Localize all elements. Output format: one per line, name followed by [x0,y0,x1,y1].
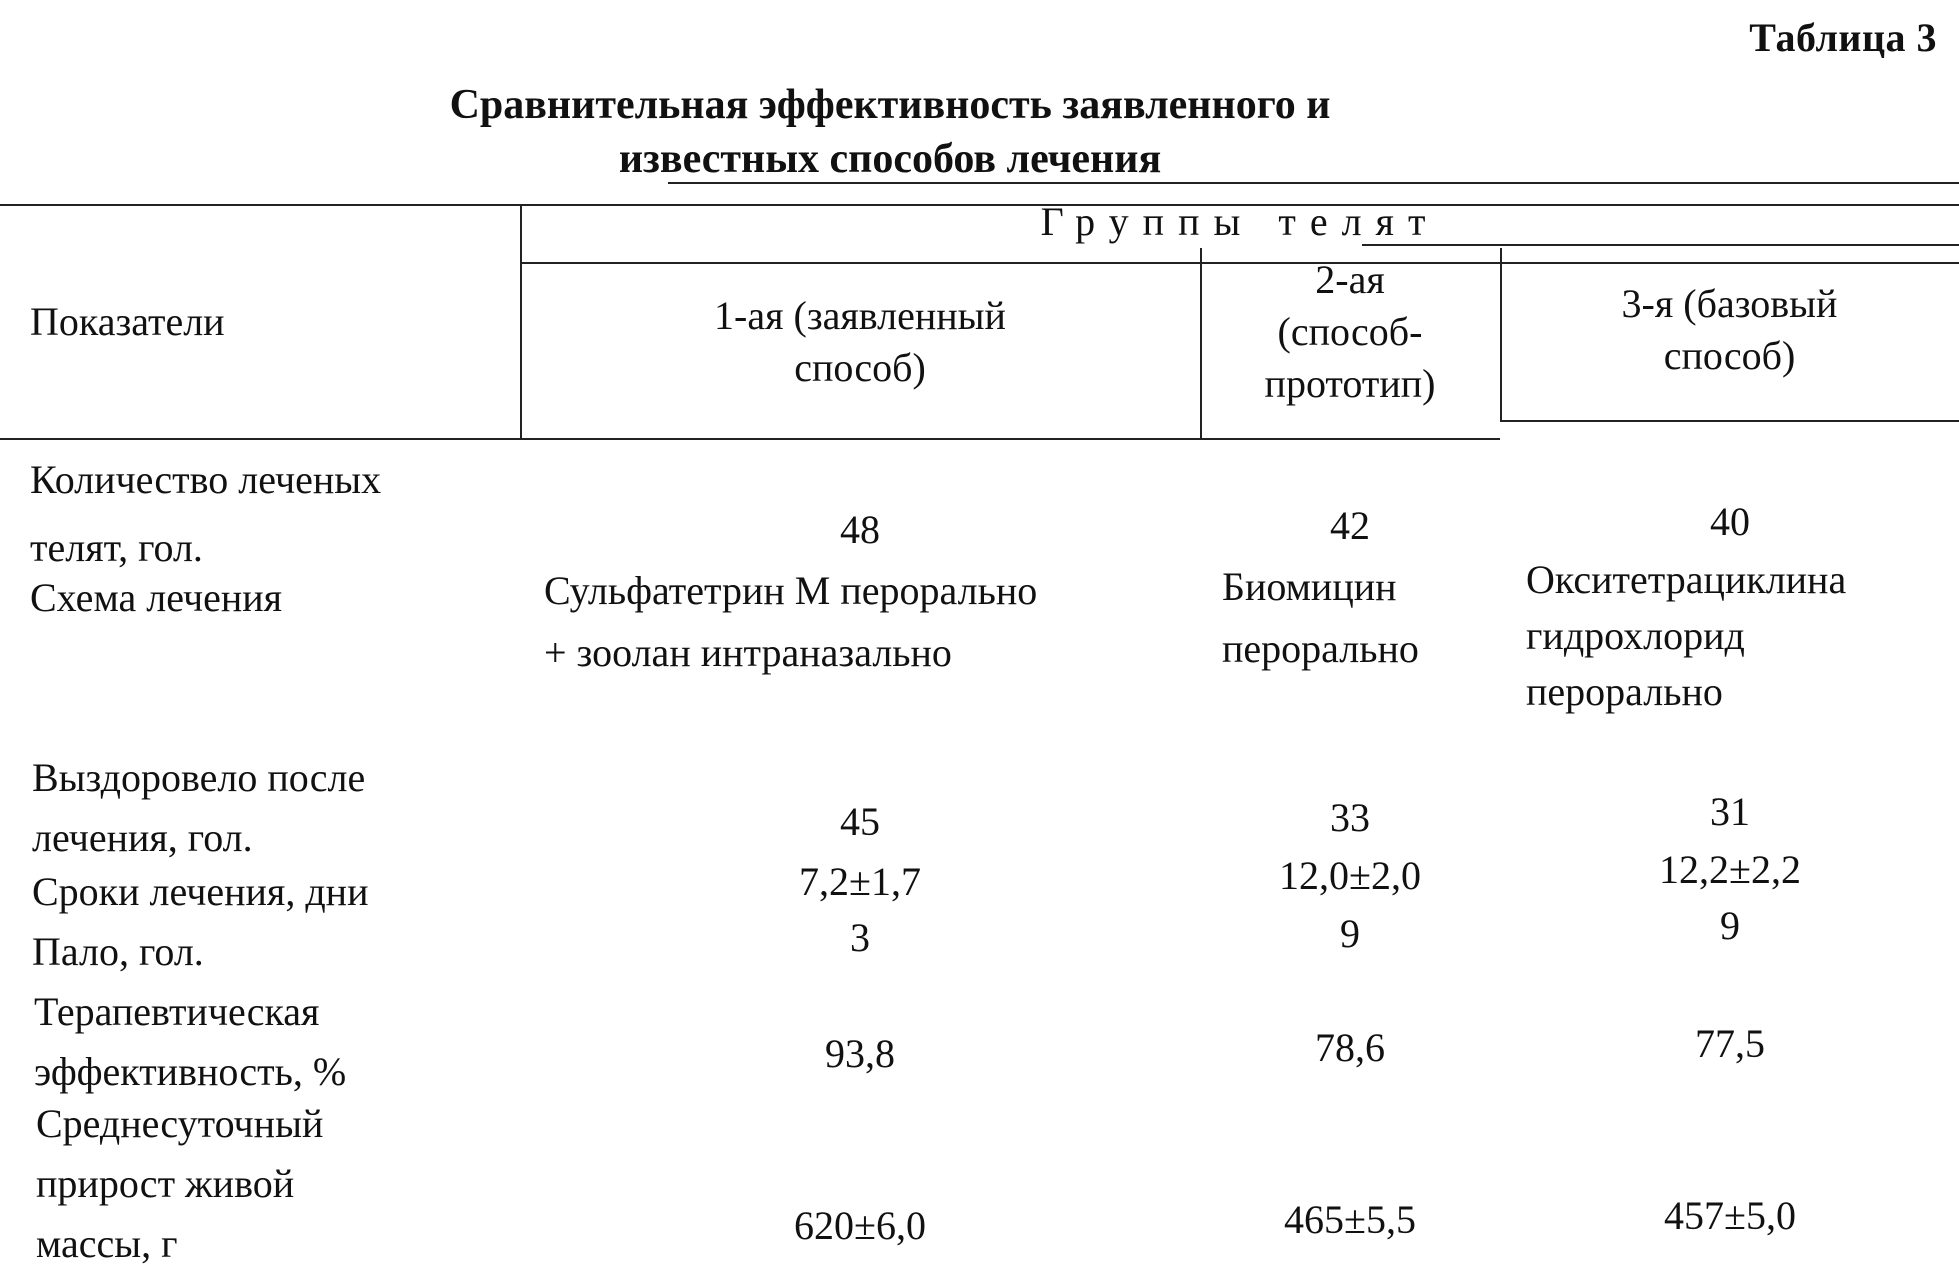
treated-count-group1: 48 [840,507,880,552]
header-bottom-rule [0,438,1500,440]
group2-header [1200,254,1500,410]
group2-header-line-3: прототип) [1264,361,1436,406]
weight-gain-group1: 620±6,0 [794,1203,926,1248]
efficacy-label-line-1: Терапевтическая [34,989,320,1034]
efficacy-group3: 77,5 [1695,1021,1765,1066]
group1-header [520,290,1200,394]
title-line-2: известных способов лечения [618,136,1162,182]
treated-count-label-line-1: Количество леченых [30,457,382,502]
indicators-header: Показатели [30,299,225,344]
efficacy-group2: 78,6 [1315,1025,1385,1070]
scheme-label: Схема лечения [30,575,283,620]
scheme-group2 [1222,556,1419,680]
recovered-label-line-1: Выздоровело после [32,755,366,800]
recovered-group2: 33 [1330,795,1370,840]
scheme-group1-line-1: Сульфатетрин М перорально [544,568,1038,613]
recovered-group1: 45 [840,799,880,844]
groups-header: Группы телят [1040,199,1440,244]
scheme-group3-line-3: перорально [1526,669,1723,714]
title-underline [668,182,1959,184]
table-title [300,78,1480,186]
died-group2: 9 [1340,911,1360,956]
title-line-1: Сравнительная эффективность заявленного и [449,82,1331,128]
treated-count-label [30,446,381,582]
group2-header-line-2: (способ- [1277,309,1423,354]
scheme-group3-line-2: гидрохлорид [1526,613,1745,658]
duration-group2: 12,0±2,0 [1279,853,1421,898]
duration-group1: 7,2±1,7 [799,859,921,904]
duration-label: Сроки лечения, дни [32,869,369,914]
weight-gain-label-line-3: массы, г [36,1221,178,1266]
scheme-group3 [1526,552,1846,720]
recovered-label [32,748,365,868]
weight-gain-group2: 465±5,5 [1284,1197,1416,1242]
scheme-group3-line-1: Окситетрациклина [1526,557,1847,602]
treated-count-label-line-2: телят, гол. [30,525,203,570]
died-group3: 9 [1720,903,1740,948]
header-bottom-rule-right [1500,420,1959,422]
treated-count-group3: 40 [1710,499,1750,544]
group2-header-line-1: 2-ая [1315,257,1385,302]
weight-gain-group3: 457±5,0 [1664,1193,1796,1238]
group1-header-line-2: способ) [794,345,926,390]
weight-gain-label-line-1: Среднесуточный [36,1101,324,1146]
group1-header-line-1: 1-ая (заявленный [714,293,1006,338]
table-top-rule [0,204,1959,206]
weight-gain-label [36,1094,323,1274]
efficacy-label [34,982,346,1102]
recovered-label-line-2: лечения, гол. [32,815,253,860]
died-label: Пало, гол. [32,929,204,974]
scheme-group1 [544,560,1037,684]
scheme-group1-line-2: + зоолан интраназально [544,630,952,675]
scheme-group2-line-2: перорально [1222,626,1419,671]
recovered-group3: 31 [1710,789,1750,834]
efficacy-group1: 93,8 [825,1031,895,1076]
efficacy-label-line-2: эффективность, % [34,1049,347,1094]
duration-group3: 12,2±2,2 [1659,847,1801,892]
group3-header [1500,278,1959,382]
table-number: Таблица 3 [1749,15,1937,60]
group3-header-line-2: способ) [1663,333,1796,378]
weight-gain-label-line-2: прирост живой [36,1161,295,1206]
treated-count-group2: 42 [1330,503,1370,548]
died-group1: 3 [850,915,870,960]
group3-header-line-1: 3-я (базовый [1621,281,1838,326]
scheme-group2-line-1: Биомицин [1222,564,1397,609]
